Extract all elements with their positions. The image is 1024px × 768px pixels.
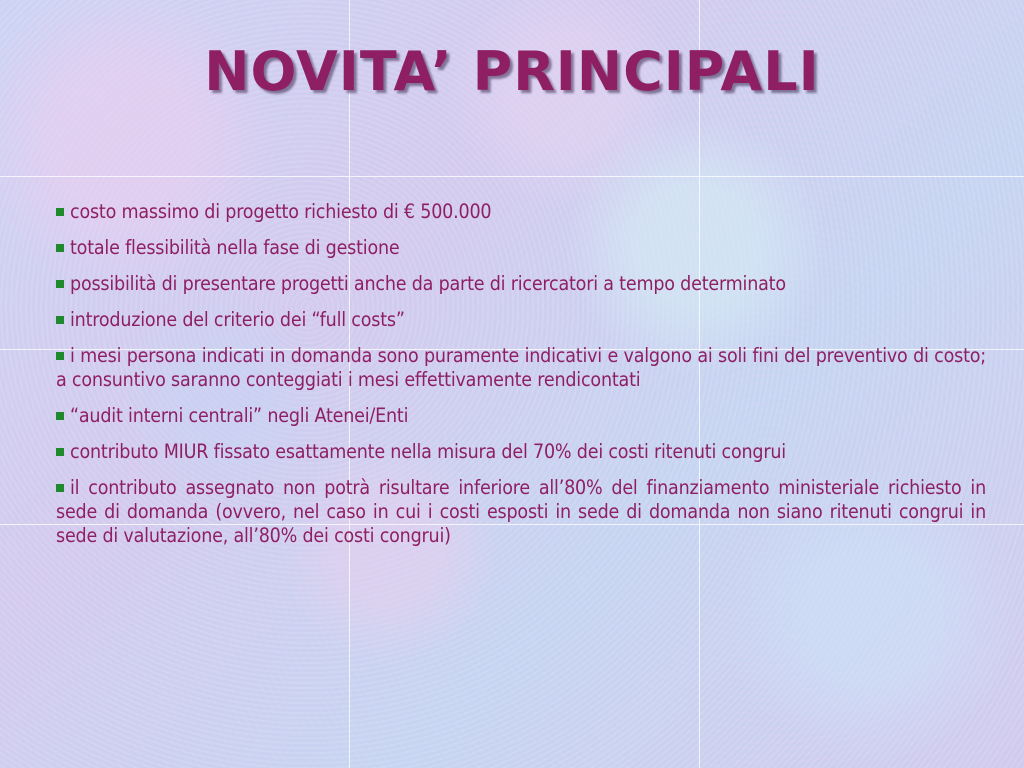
square-bullet-icon [56, 412, 64, 420]
square-bullet-icon [56, 484, 64, 492]
list-item [56, 440, 986, 464]
square-bullet-icon [56, 208, 64, 216]
square-bullet-icon [56, 352, 64, 360]
square-bullet-icon [56, 280, 64, 288]
list-item [56, 344, 986, 392]
grid-line [0, 176, 1024, 177]
square-bullet-icon [56, 448, 64, 456]
bullet-text: contributo MIUR fissato esattamente nella misura del 70% dei costi ritenuti congrui [70, 440, 786, 463]
bullet-text: “audit interni centrali” negli Atenei/Enti [70, 404, 409, 427]
list-item [56, 404, 986, 428]
list-item [56, 236, 986, 260]
bullet-text: possibilità di presentare progetti anche da parte di ricercatori a tempo determinato [70, 272, 786, 295]
bullet-text: costo massimo di progetto richiesto di € 500.000 [70, 200, 492, 223]
bullet-text: i mesi persona indicati in domanda sono puramente indicativi e valgono ai soli fini del preventivo di costo; a consuntivo saranno conteggiati i mesi effettivamente rendicontati [56, 344, 986, 391]
list-item [56, 308, 986, 332]
list-item [56, 200, 986, 224]
bullet-text: introduzione del criterio dei “full costs” [70, 308, 405, 331]
list-item [56, 272, 986, 296]
bullet-text: totale flessibilità nella fase di gestione [70, 236, 400, 259]
bullet-list [56, 200, 986, 560]
square-bullet-icon [56, 316, 64, 324]
slide-title: NOVITA’ PRINCIPALI [204, 40, 820, 103]
bullet-text: il contributo assegnato non potrà risultare inferiore all’80% del finanziamento ministeriale richiesto in sede di domanda (ovvero, nel caso in cui i costi esposti in sede di domanda non siano ritenuti congrui in sede di valutazione, all’80% dei costi congrui) [56, 476, 986, 547]
square-bullet-icon [56, 244, 64, 252]
list-item [56, 476, 986, 548]
